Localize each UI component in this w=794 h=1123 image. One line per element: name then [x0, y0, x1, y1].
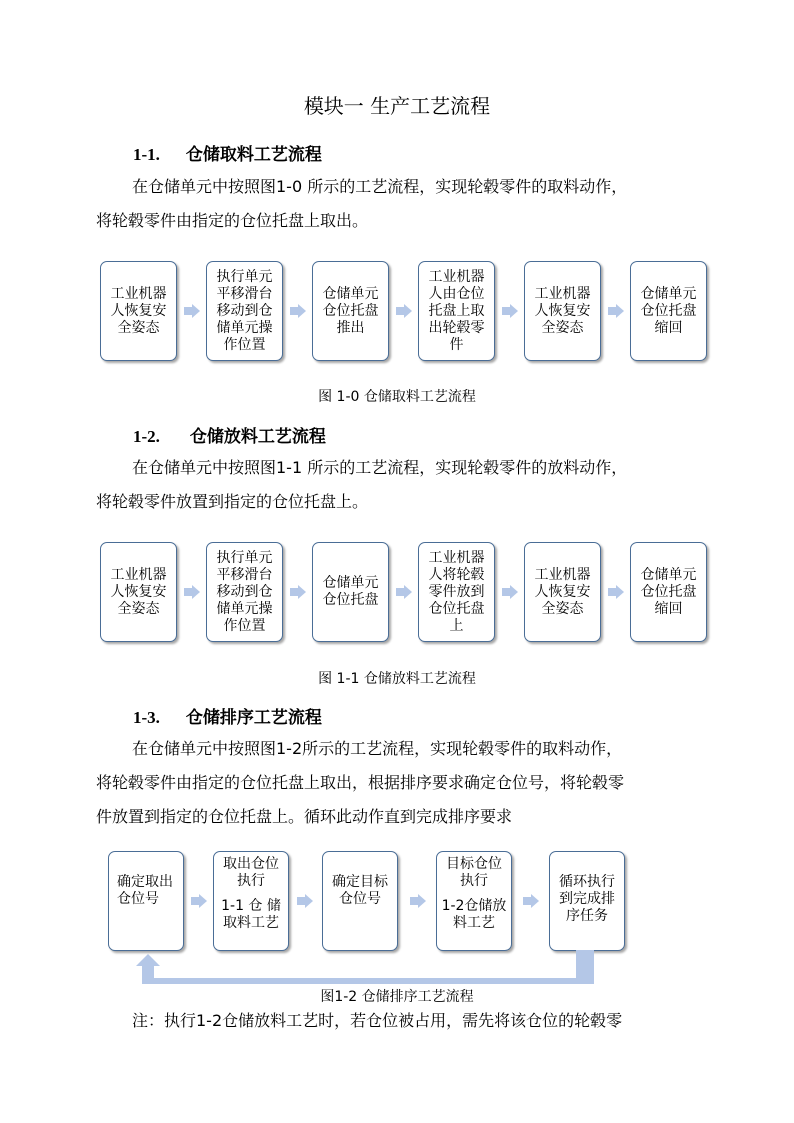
- flow-box: 仓储单元仓位托盘: [312, 542, 389, 642]
- section-number: 1-2.: [133, 427, 160, 446]
- flow-box: 工业机器人由仓位托盘上取出轮毂零件: [418, 261, 495, 361]
- paragraph-line: 将轮毂零件放置到指定的仓位托盘上。: [96, 492, 369, 511]
- flow-box: 执行单元平移滑台移动到仓储单元操作位置: [206, 542, 283, 642]
- figure-caption-1-0: 图 1-0 仓储取料工艺流程: [318, 389, 476, 405]
- flow-box-bottom: 1-1 仓 储取料工艺: [221, 898, 281, 931]
- flow-box: 工业机器人恢复安全姿态: [100, 542, 177, 642]
- flow-box: 确定目标仓位号: [322, 851, 398, 951]
- section-paragraph-1-2: [96, 451, 716, 519]
- page-title: 模块一 生产工艺流程: [303, 94, 491, 118]
- flow-box-top: 取出仓位执行: [223, 856, 279, 889]
- section-paragraph-1-3: [96, 732, 716, 834]
- paragraph-line: 将轮毂零件由指定的仓位托盘上取出，根据排序要求确定仓位号，将轮毂零: [96, 773, 625, 792]
- flow-box: 工业机器人恢复安全姿态: [100, 261, 177, 361]
- note-line: 注：执行1-2仓储放料工艺时，若仓位被占用，需先将该仓位的轮毂零: [132, 1011, 623, 1030]
- figure-caption-1-2: 图1-2 仓储排序工艺流程: [320, 989, 474, 1005]
- section-heading-1-1: [133, 140, 322, 165]
- flow-box: 执行单元平移滑台移动到仓储单元操作位置: [206, 261, 283, 361]
- section-title: 仓储取料工艺流程: [185, 145, 322, 165]
- section-paragraph-1-1: [96, 170, 716, 238]
- flow-box: 工业机器人将轮毂零件放到仓位托盘上: [418, 542, 495, 642]
- figure-caption-1-1: 图 1-1 仓储放料工艺流程: [318, 671, 476, 687]
- note-paragraph: [96, 1004, 716, 1038]
- section-number: 1-3.: [133, 708, 160, 727]
- section-title: 仓储排序工艺流程: [185, 708, 322, 728]
- paragraph-line: 在仓储单元中按照图1-0 所示的工艺流程，实现轮毂零件的取料动作，: [132, 177, 628, 196]
- paragraph-line: 在仓储单元中按照图1-1 所示的工艺流程，实现轮毂零件的放料动作，: [132, 458, 628, 477]
- section-title: 仓储放料工艺流程: [189, 427, 326, 447]
- flow-box: 仓储单元仓位托盘缩回: [630, 542, 707, 642]
- flow-box-top: 目标仓位执行: [446, 856, 502, 889]
- paragraph-line: 在仓储单元中按照图1-2所示的工艺流程，实现轮毂零件的取料动作，: [132, 739, 623, 758]
- loop-back-arrow-icon: [130, 950, 600, 986]
- flow-box: 循环执行到完成排序任务: [549, 851, 625, 951]
- paragraph-line: 将轮毂零件由指定的仓位托盘上取出。: [96, 211, 369, 230]
- section-number: 1-1.: [133, 145, 160, 164]
- flow-box: [436, 851, 512, 951]
- paragraph-line: 件放置到指定的仓位托盘上。循环此动作直到完成排序要求: [96, 807, 513, 826]
- flow-box-bottom: 1-2仓储放料工艺: [441, 898, 507, 931]
- flow-box: 工业机器人恢复安全姿态: [524, 261, 601, 361]
- flow-box: [213, 851, 289, 951]
- flow-box: 仓储单元仓位托盘推出: [312, 261, 389, 361]
- section-heading-1-3: [133, 703, 322, 728]
- section-heading-1-2: [133, 422, 326, 447]
- flow-box: 仓储单元仓位托盘缩回: [630, 261, 707, 361]
- flow-box: 确定取出仓位号: [108, 851, 184, 951]
- flow-box: 工业机器人恢复安全姿态: [524, 542, 601, 642]
